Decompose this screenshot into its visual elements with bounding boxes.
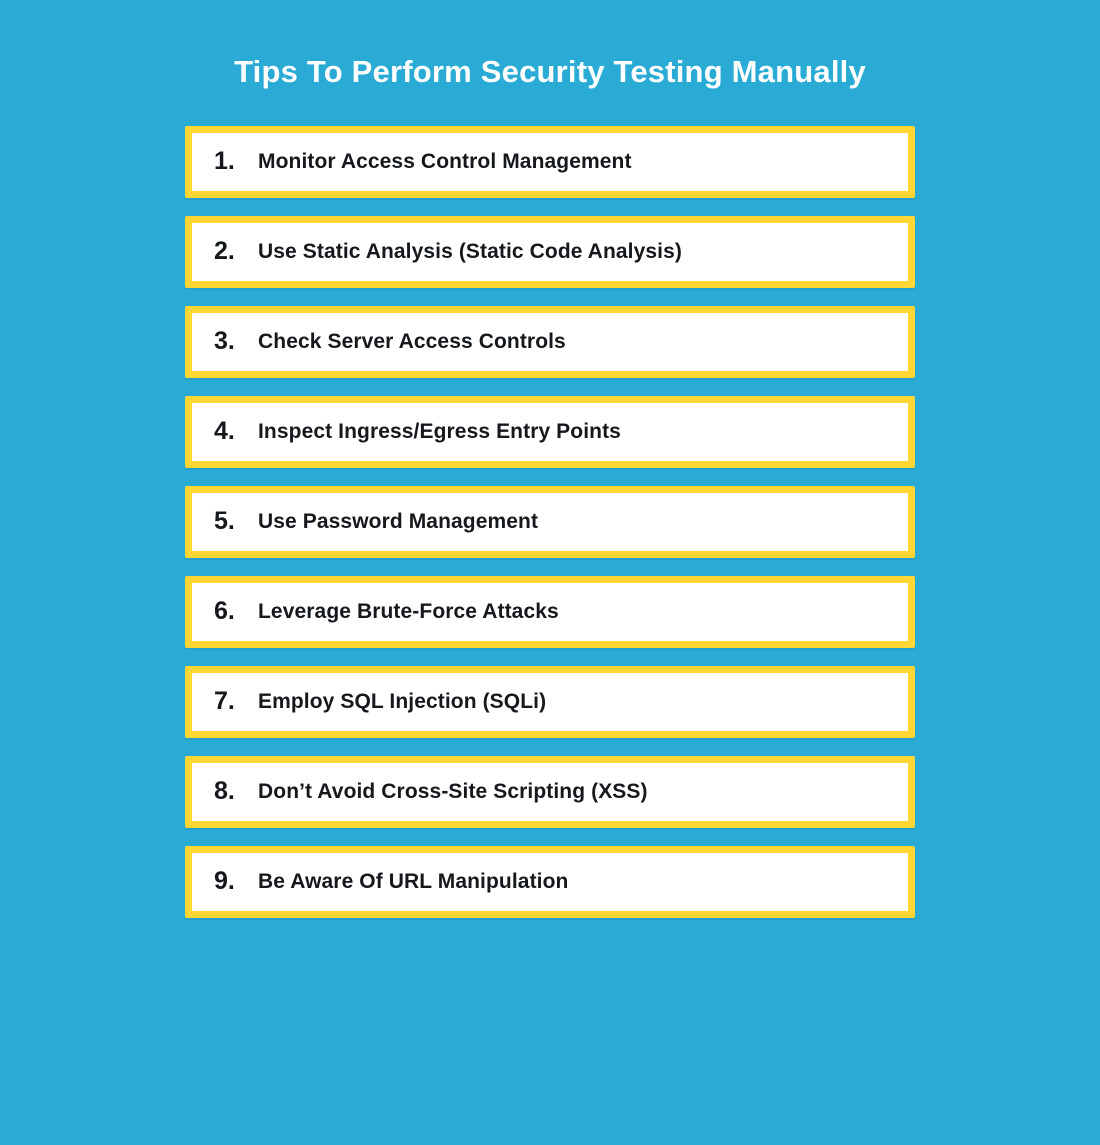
list-item-label: Check Server Access Controls (258, 329, 566, 353)
list-item-number: 9. (214, 867, 235, 896)
list-item (185, 216, 915, 288)
list-item-inner (192, 223, 908, 281)
list-item-inner (192, 403, 908, 461)
list-item-label: Be Aware Of URL Manipulation (258, 869, 569, 893)
list-item-number: 7. (214, 687, 235, 716)
list-item-inner (192, 583, 908, 641)
list-item-inner (192, 493, 908, 551)
list-item-label: Use Static Analysis (Static Code Analysis) (258, 239, 682, 263)
list-item (185, 846, 915, 918)
list-item (185, 306, 915, 378)
list-item-number: 4. (214, 417, 235, 446)
list-item-inner (192, 853, 908, 911)
list-item-label: Inspect Ingress/Egress Entry Points (258, 419, 621, 443)
list-item-label: Use Password Management (258, 509, 539, 533)
list-item-inner (192, 673, 908, 731)
list-item-inner (192, 763, 908, 821)
list-item-number: 1. (214, 147, 235, 176)
list-item-label: Employ SQL Injection (SQLi) (258, 689, 547, 713)
list-item-number: 6. (214, 597, 235, 626)
list-item (185, 756, 915, 828)
list-item-number: 3. (214, 327, 235, 356)
list-item (185, 666, 915, 738)
page-title: Tips To Perform Security Testing Manually (234, 54, 866, 89)
list-item-number: 8. (214, 777, 235, 806)
list-item-number: 5. (214, 507, 235, 536)
list-item (185, 576, 915, 648)
list-item-inner (192, 133, 908, 191)
list-item (185, 486, 915, 558)
list-item-label: Leverage Brute-Force Attacks (258, 599, 559, 623)
list-item (185, 396, 915, 468)
list-item-inner (192, 313, 908, 371)
tips-list (0, 126, 1100, 918)
list-item-number: 2. (214, 237, 235, 266)
list-item (185, 126, 915, 198)
list-item-label: Monitor Access Control Management (258, 149, 632, 173)
list-item-label: Don’t Avoid Cross-Site Scripting (XSS) (258, 779, 648, 803)
